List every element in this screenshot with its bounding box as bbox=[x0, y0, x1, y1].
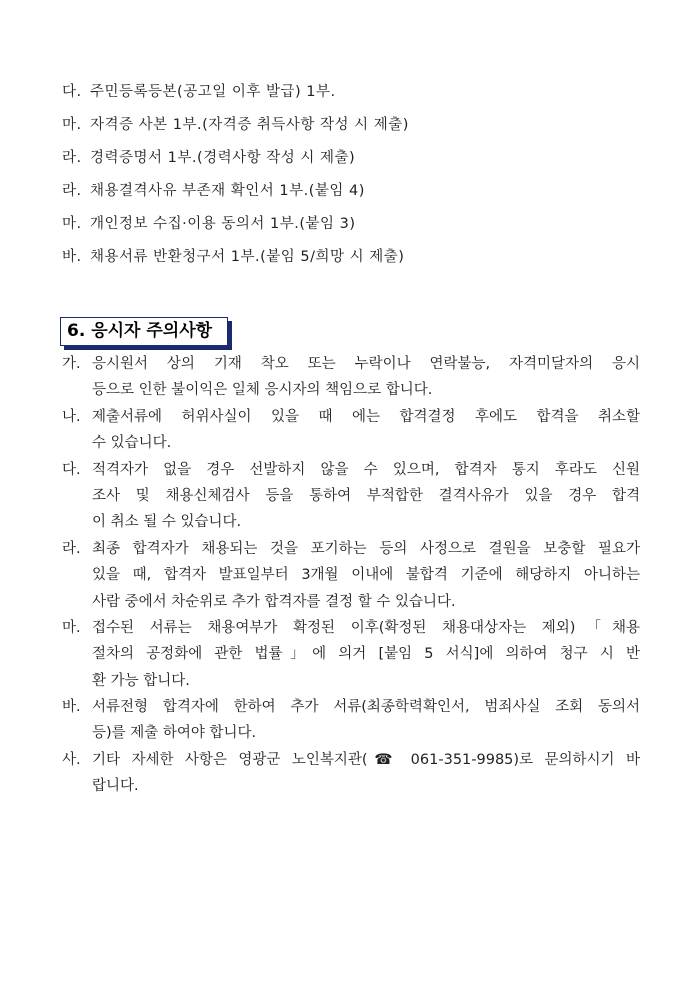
note-line: 랍니다. bbox=[92, 778, 139, 795]
document-item bbox=[62, 113, 409, 146]
section-heading bbox=[60, 317, 228, 346]
item-label: 라. bbox=[62, 183, 82, 199]
note-label: 라. bbox=[62, 540, 81, 557]
note-item bbox=[62, 404, 640, 457]
section-title: 6. 응시자 주의사항 bbox=[67, 321, 213, 341]
note-line: 응시원서 상의 기재 착오 또는 누락이나 연락불능, 자격미달자의 응시 bbox=[92, 356, 640, 372]
note-item bbox=[62, 351, 640, 404]
document-item bbox=[62, 212, 409, 245]
note-line: 환 가능 합니다. bbox=[92, 672, 190, 689]
note-item bbox=[62, 615, 640, 694]
note-line: 적격자가 없을 경우 선발하지 않을 수 있으며, 합격자 통지 후라도 신원 bbox=[92, 461, 640, 478]
item-label: 다. bbox=[62, 84, 82, 100]
note-line: 이 취소 될 수 있습니다. bbox=[92, 514, 242, 531]
item-text: 주민등록등본(공고일 이후 발급) 1부. bbox=[90, 84, 336, 100]
item-text: 채용서류 반환청구서 1부.(붙임 5/희망 시 제출) bbox=[90, 249, 405, 265]
note-item bbox=[62, 457, 640, 536]
note-label: 다. bbox=[62, 461, 81, 478]
item-label: 바. bbox=[62, 249, 82, 265]
note-item bbox=[62, 694, 640, 747]
note-line: 있을 때, 합격자 발표일부터 3개월 이내에 불합격 기준에 해당하지 아니하는 bbox=[92, 567, 640, 584]
note-label: 사. bbox=[62, 751, 81, 768]
note-label: 마. bbox=[62, 619, 81, 636]
note-line: 기타 자세한 사항은 영광군 노인복지관(☎ 061-351-9985)로 문의하시기 바 bbox=[92, 751, 640, 768]
note-label: 나. bbox=[62, 408, 81, 425]
note-line: 접수된 서류는 채용여부가 확정된 이후(확정된 채용대상자는 제외)「채용 bbox=[92, 619, 640, 636]
note-line: 수 있습니다. bbox=[92, 435, 172, 452]
note-line: 사람 중에서 차순위로 추가 합격자를 결정 할 수 있습니다. bbox=[92, 593, 456, 610]
item-label: 라. bbox=[62, 150, 82, 166]
note-line: 절차의 공정화에 관한 법률」에 의거 [붙임 5 서식]에 의하여 청구 시 반 bbox=[92, 646, 640, 663]
note-item bbox=[62, 747, 640, 800]
document-item bbox=[62, 80, 409, 113]
required-documents-list bbox=[62, 80, 409, 278]
note-label: 가. bbox=[62, 356, 81, 372]
note-item bbox=[62, 536, 640, 615]
item-text: 채용결격사유 부존재 확인서 1부.(붙임 4) bbox=[90, 183, 365, 199]
item-label: 마. bbox=[62, 216, 82, 232]
applicant-notes-list bbox=[62, 351, 640, 800]
note-line: 조사 및 채용신체검사 등을 통하여 부적합한 결격사유가 있을 경우 합격 bbox=[92, 487, 640, 504]
note-line: 서류전형 합격자에 한하여 추가 서류(최종학력확인서, 범죄사실 조회 동의서 bbox=[92, 699, 640, 716]
document-item bbox=[62, 245, 409, 278]
item-text: 경력증명서 1부.(경력사항 작성 시 제출) bbox=[90, 150, 356, 166]
item-label: 마. bbox=[62, 117, 82, 133]
document-item bbox=[62, 179, 409, 212]
note-label: 바. bbox=[62, 699, 81, 716]
item-text: 자격증 사본 1부.(자격증 취득사항 작성 시 제출) bbox=[90, 117, 409, 133]
note-line: 등)를 제출 하여야 합니다. bbox=[92, 725, 257, 742]
item-text: 개인정보 수집·이용 동의서 1부.(붙임 3) bbox=[90, 216, 356, 232]
note-line: 제출서류에 허위사실이 있을 때 에는 합격결정 후에도 합격을 취소할 bbox=[92, 408, 640, 425]
document-item bbox=[62, 146, 409, 179]
note-line: 최종 합격자가 채용되는 것을 포기하는 등의 사정으로 결원을 보충할 필요가 bbox=[92, 540, 640, 557]
note-line: 등으로 인한 불이익은 일체 응시자의 책임으로 합니다. bbox=[92, 382, 433, 399]
